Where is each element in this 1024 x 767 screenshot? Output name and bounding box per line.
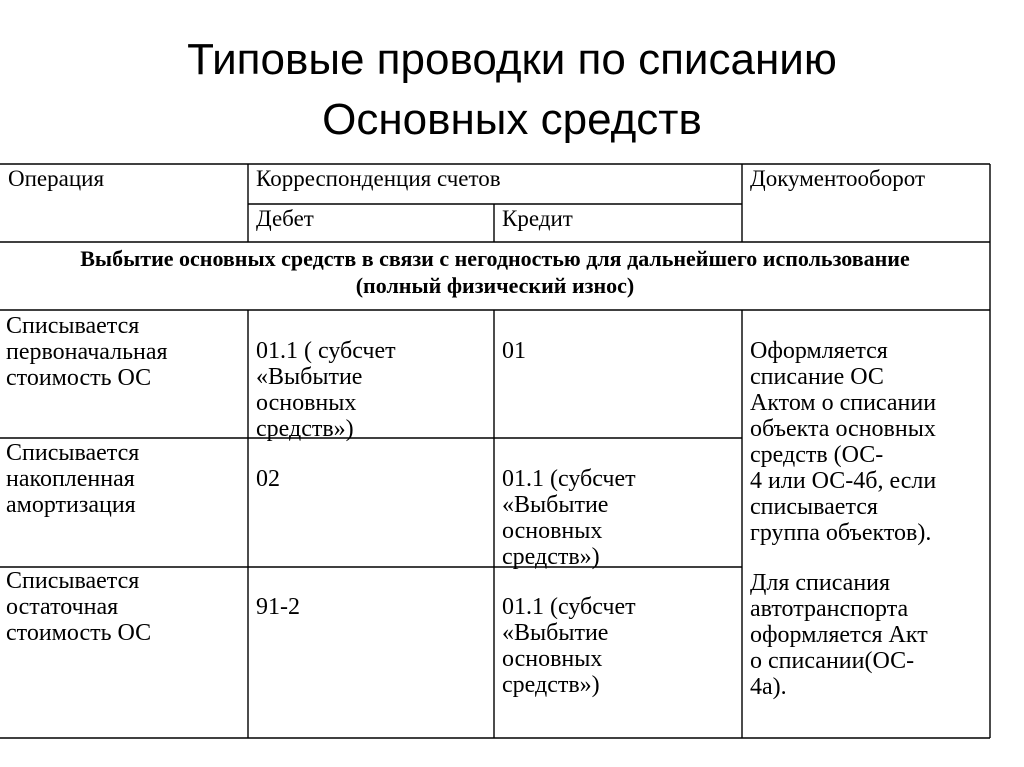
- header-documents: Документооборот: [750, 166, 926, 191]
- header-credit: Кредит: [502, 206, 573, 231]
- row-1-operation: Списывается первоначальная стоимость ОС: [6, 313, 168, 391]
- documents-text-2: Для списания автотранспорта оформляется Акт о списании(ОС- 4а).: [750, 570, 928, 700]
- section-title: Выбытие основных средств в связи с негодностью для дальнейшего использование (полный физический износ): [80, 246, 910, 298]
- slide-title-line-1: Типовые проводки по списанию: [187, 35, 837, 84]
- header-operation: Операция: [8, 166, 105, 191]
- slide-title-line-2: Основных средств: [322, 95, 702, 144]
- documents-text-1: Оформляется списание ОС Актом о списании объекта основных средств (ОС- 4 или ОС-4б, если списывается группа объектов).: [750, 338, 937, 546]
- row-2-credit: 01.1 (субсчет «Выбытие основных средств»): [502, 466, 636, 570]
- header-debit: Дебет: [256, 206, 314, 231]
- row-3-operation: Списывается остаточная стоимость ОС: [6, 568, 152, 646]
- row-3-debit: 91-2: [256, 594, 300, 620]
- header-correspondence: Корреспонденция счетов: [256, 166, 501, 191]
- row-3-credit: 01.1 (субсчет «Выбытие основных средств»): [502, 594, 636, 698]
- row-1-credit: 01: [502, 338, 526, 364]
- row-2-operation: Списывается накопленная амортизация: [6, 440, 140, 518]
- row-1-debit: 01.1 ( субсчет «Выбытие основных средств»): [256, 338, 396, 442]
- row-2-debit: 02: [256, 466, 280, 492]
